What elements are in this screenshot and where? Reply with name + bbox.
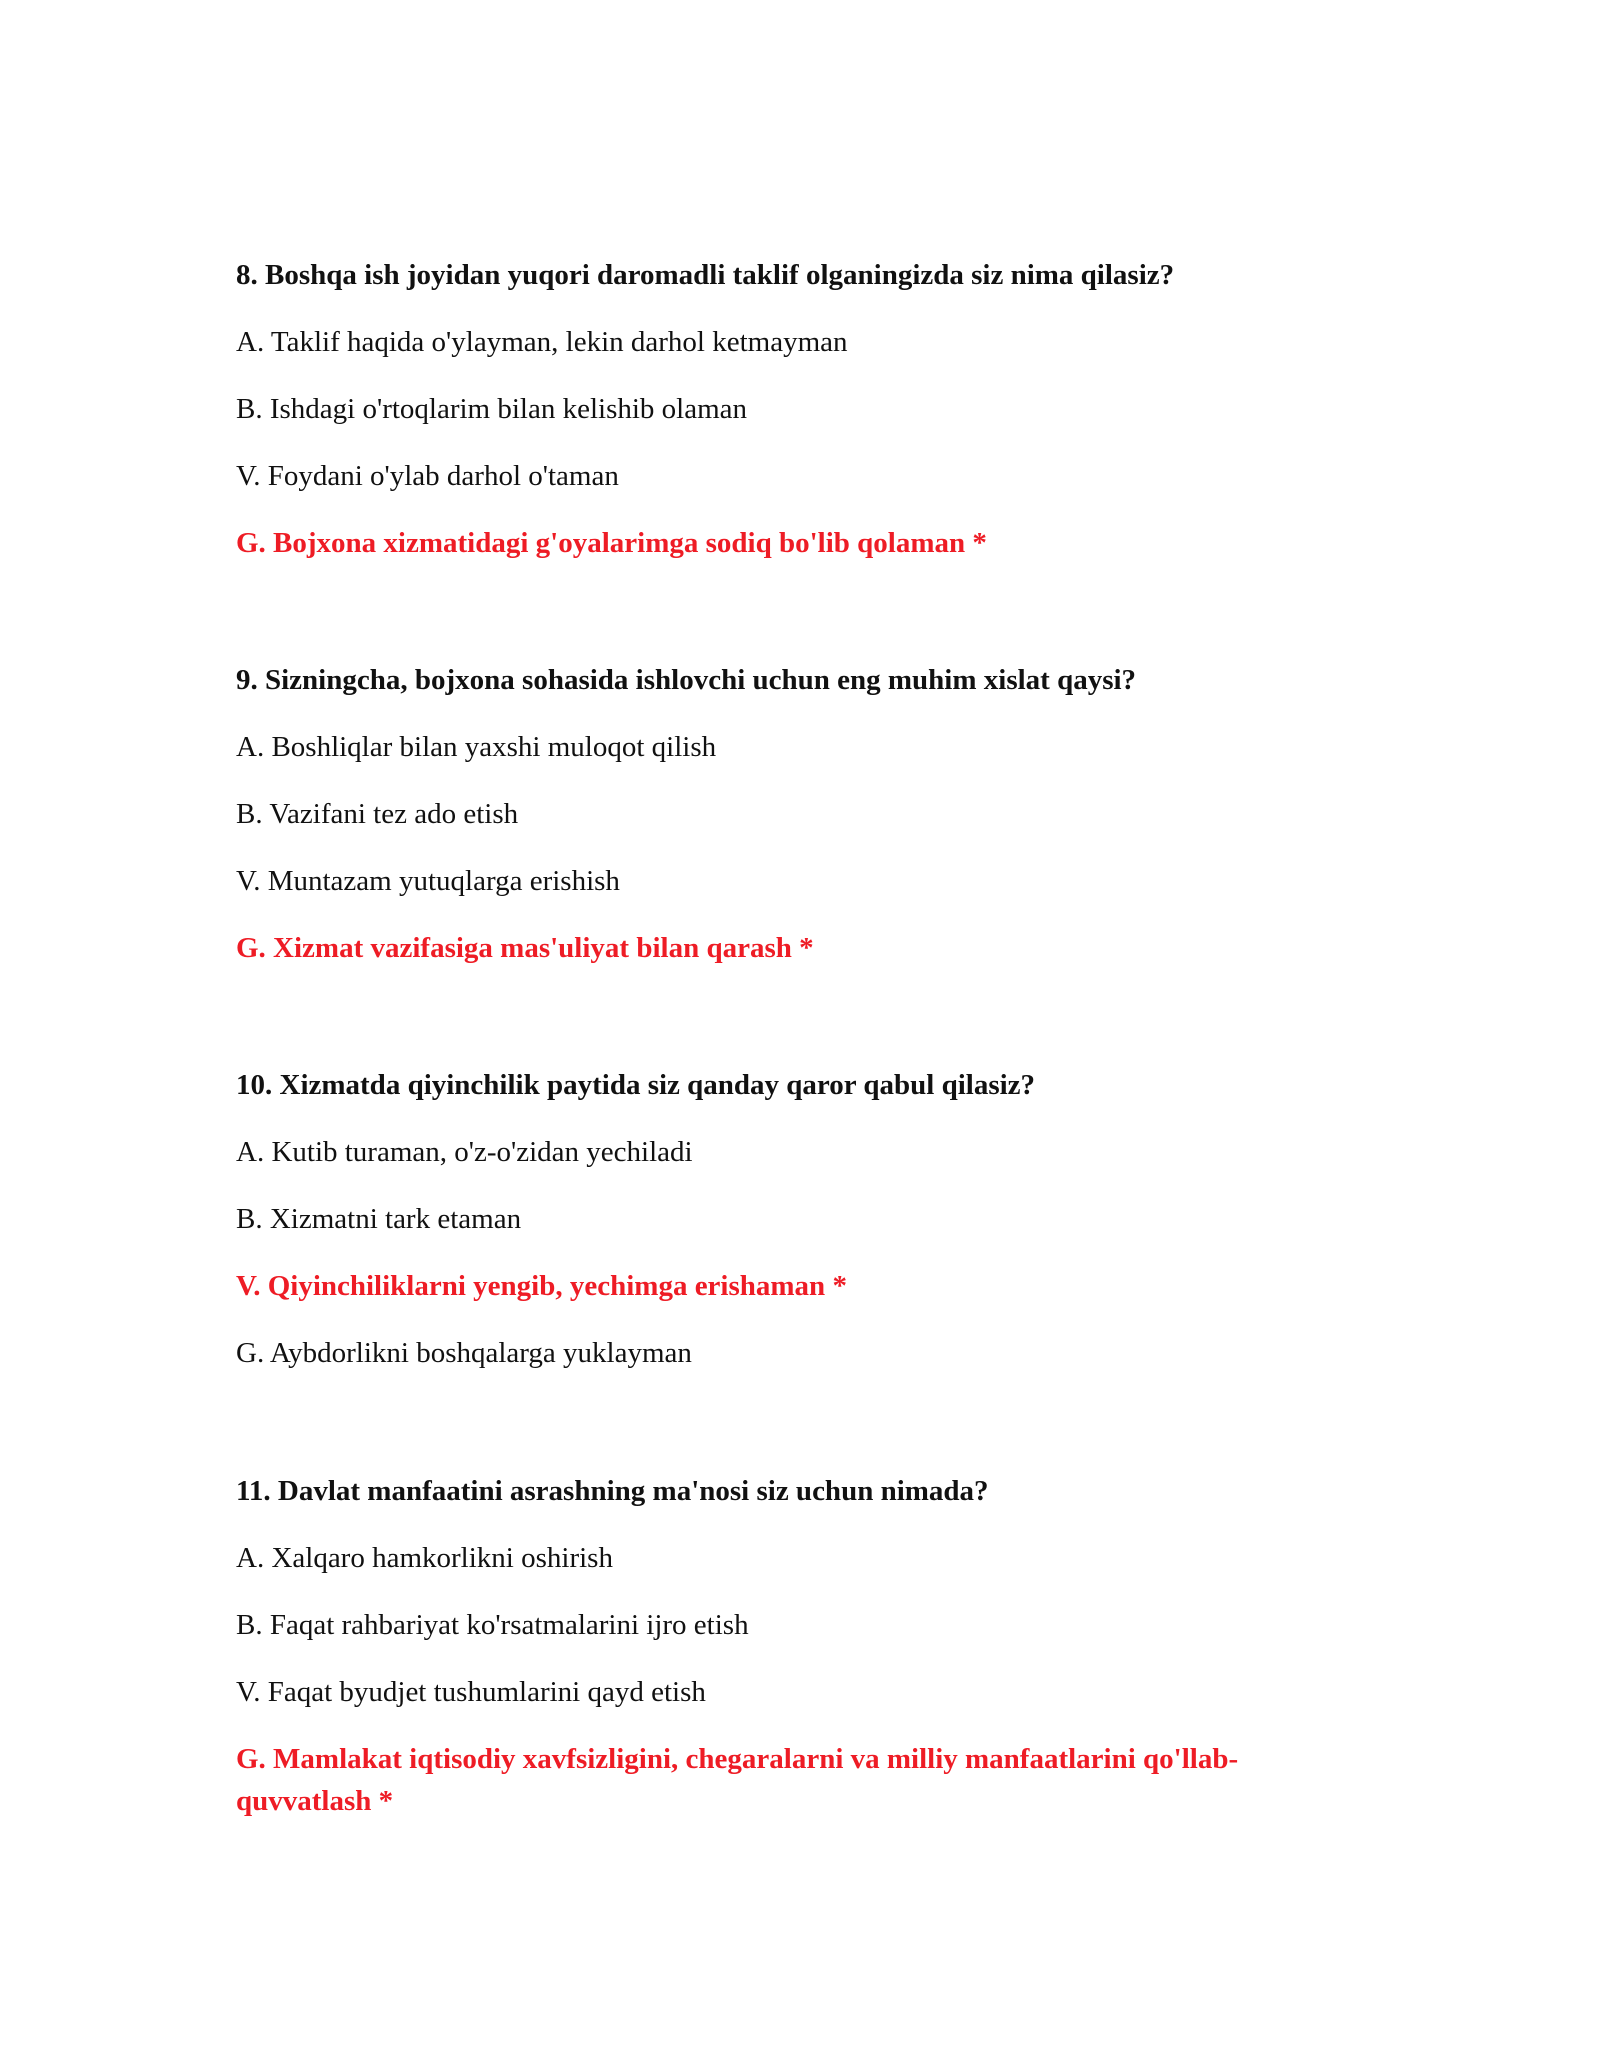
question-block — [236, 1064, 1366, 1399]
answer-option: V. Foydani o'ylab darhol o'taman — [236, 460, 619, 492]
answer-option: B. Vazifani tez ado etish — [236, 798, 519, 830]
answer-option: V. Muntazam yutuqlarga erishish — [236, 865, 620, 897]
correct-answer-option: G. Mamlakat iqtisodiy xavfsizligini, chegaralarni va milliy manfaatlarini qo'llab-quvvatlash * — [236, 1743, 1239, 1817]
question-title: 11. Davlat manfaatini asrashning ma'nosi siz uchun nimada? — [236, 1475, 989, 1507]
answer-option: V. Faqat byudjet tushumlarini qayd etish — [236, 1676, 706, 1708]
answer-option: B. Faqat rahbariyat ko'rsatmalarini ijro etish — [236, 1609, 749, 1641]
correct-answer-option: G. Bojxona xizmatidagi g'oyalarimga sodiq bo'lib qolaman * — [236, 527, 987, 559]
answer-option: A. Taklif haqida o'ylayman, lekin darhol ketmayman — [236, 326, 848, 358]
question-title: 10. Xizmatda qiyinchilik paytida siz qanday qaror qabul qilasiz? — [236, 1069, 1036, 1101]
question-block — [236, 659, 1366, 994]
correct-answer-option: V. Qiyinchiliklarni yengib, yechimga erishaman * — [236, 1270, 847, 1302]
answer-option: A. Boshliqlar bilan yaxshi muloqot qilish — [236, 731, 717, 763]
question-title: 8. Boshqa ish joyidan yuqori daromadli taklif olganingizda siz nima qilasiz? — [236, 259, 1175, 291]
question-block — [236, 254, 1366, 589]
answer-option: A. Xalqaro hamkorlikni oshirish — [236, 1542, 613, 1574]
answer-option: B. Xizmatni tark etaman — [236, 1203, 522, 1235]
question-title: 9. Sizningcha, bojxona sohasida ishlovchi uchun eng muhim xislat qaysi? — [236, 664, 1137, 696]
answer-option: A. Kutib turaman, o'z-o'zidan yechiladi — [236, 1136, 693, 1168]
answer-option: G. Aybdorlikni boshqalarga yuklayman — [236, 1337, 692, 1369]
answer-option: B. Ishdagi o'rtoqlarim bilan kelishib olaman — [236, 393, 748, 425]
correct-answer-option: G. Xizmat vazifasiga mas'uliyat bilan qarash * — [236, 932, 814, 964]
question-block — [236, 1470, 1366, 1847]
